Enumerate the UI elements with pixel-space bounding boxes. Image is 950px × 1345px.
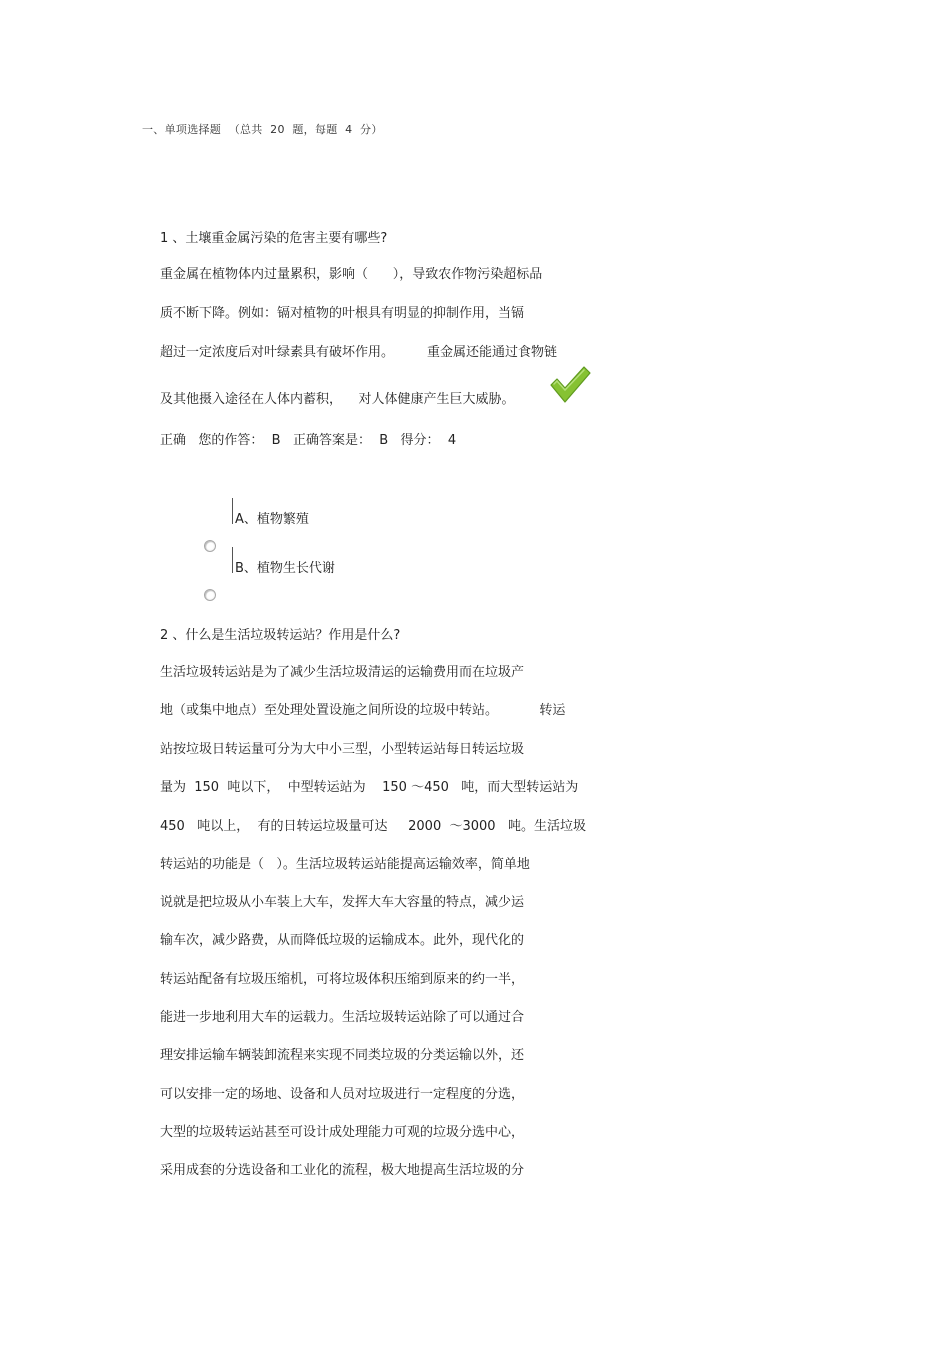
question-2-text-line: 转运站配备有垃圾压缩机，可将垃圾体积压缩到原来的约一半，	[160, 972, 525, 987]
option-a-label[interactable]: A、植物繁殖	[235, 512, 309, 527]
option-b-radio[interactable]	[204, 589, 216, 601]
question-2-text-line: 生活垃圾转运站是为了减少生活垃圾清运的运输费用而在垃圾产	[160, 665, 525, 680]
section-heading: 一、单项选择题 （总共 20 题，每题 4 分）	[142, 123, 383, 136]
question-2-text-line: 大型的垃圾转运站甚至可设计成处理能力可观的垃圾分选中心，	[160, 1125, 525, 1140]
question-1-text-line: 及其他摄入途径在人体内蓄积， 对人体健康产生巨大威胁。	[160, 392, 515, 407]
question-2-text-line: 可以安排一定的场地、设备和人员对垃圾进行一定程度的分选，	[160, 1087, 525, 1102]
question-2-title: 2 、什么是生活垃圾转运站？作用是什么?	[160, 628, 401, 643]
question-2-text-line: 转运站的功能是（ ）。生活垃圾转运站能提高运输效率，简单地	[160, 857, 530, 872]
question-1-text-line: 质不断下降。例如：镉对植物的叶根具有明显的抑制作用，当镉	[160, 306, 525, 321]
option-b-divider	[232, 547, 233, 573]
option-a-divider	[232, 498, 233, 524]
question-1-text-line: 重金属在植物体内过量累积，影响（ ），导致农作物污染超标品	[160, 267, 543, 282]
question-2-text-line: 采用成套的分选设备和工业化的流程，极大地提高生活垃圾的分	[160, 1163, 525, 1178]
question-2-text-line: 输车次，减少路费，从而降低垃圾的运输成本。此外，现代化的	[160, 933, 525, 948]
option-b-label[interactable]: B、植物生长代谢	[235, 561, 335, 576]
question-1-result: 正确 您的作答： B 正确答案是： B 得分： 4	[160, 433, 457, 448]
checkmark-icon	[548, 364, 592, 404]
option-b[interactable]	[204, 551, 216, 620]
question-2-text-line: 地（或集中地点）至处理处置设施之间所设的垃圾中转站。 转运	[160, 703, 566, 718]
question-2-text-line: 说就是把垃圾从小车装上大车，发挥大车大容量的特点，减少运	[160, 895, 525, 910]
question-1-text-line: 超过一定浓度后对叶绿素具有破坏作用。 重金属还能通过食物链	[160, 345, 558, 360]
question-2-text-line: 站按垃圾日转运量可分为大中小三型，小型转运站每日转运垃圾	[160, 742, 525, 757]
question-1-title: 1 、土壤重金属污染的危害主要有哪些?	[160, 231, 388, 246]
question-2-text-line: 能进一步地利用大车的运载力。生活垃圾转运站除了可以通过合	[160, 1010, 525, 1025]
question-2-text-line: 理安排运输车辆装卸流程来实现不同类垃圾的分类运输以外，还	[160, 1048, 525, 1063]
question-2-text-line: 450 吨以上， 有的日转运垃圾量可达 2000 ～3000 吨。生活垃圾	[160, 819, 586, 834]
question-2-text-line: 量为 150 吨以下， 中型转运站为 150 ～450 吨，而大型转运站为	[160, 780, 579, 795]
